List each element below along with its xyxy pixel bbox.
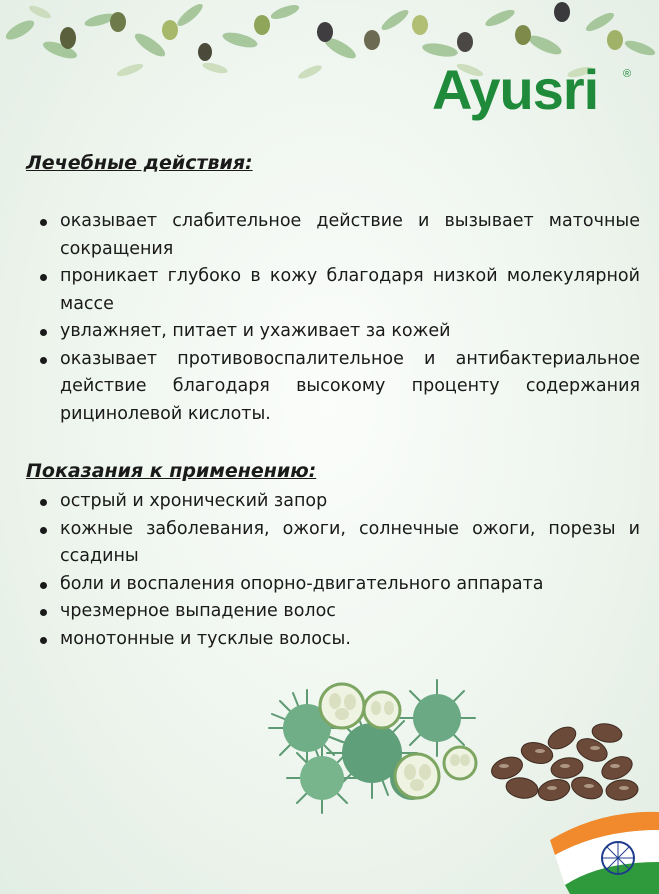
bullet-icon	[40, 609, 47, 616]
list-item: проникает глубоко в кожу благодаря низкой молекулярной массе	[36, 263, 640, 318]
list-item: кожные заболевания, ожоги, солнечные ожоги, порезы и ссадины	[36, 516, 640, 571]
indications-list	[36, 488, 640, 653]
section-title-effects: Лечебные действия:	[26, 152, 253, 174]
list-item: чрезмерное выпадение волос	[36, 598, 640, 626]
bullet-icon	[40, 274, 47, 281]
effects-list	[36, 208, 640, 428]
registered-mark: ®	[623, 68, 632, 80]
bullet-icon	[40, 329, 47, 336]
section-title-indications: Показания к применению:	[26, 460, 317, 482]
india-flag-decoration	[540, 800, 659, 894]
list-item: боли и воспаления опорно-двигательного аппарата	[36, 571, 640, 599]
castor-fruit-image	[262, 668, 659, 818]
bullet-icon	[40, 219, 47, 226]
bullet-icon	[40, 582, 47, 589]
list-item: оказывает слабительное действие и вызывает маточные сокращения	[36, 208, 640, 263]
list-item: монотонные и тусклые волосы.	[36, 626, 640, 654]
bullet-icon	[40, 499, 47, 506]
bullet-icon	[40, 357, 47, 364]
bullet-icon	[40, 527, 47, 534]
brand-logo: Ayusri	[432, 58, 599, 121]
bullet-icon	[40, 637, 47, 644]
list-item: острый и хронический запор	[36, 488, 640, 516]
list-item: оказывает противовоспалительное и антибактериальное действие благодаря высокому проценту содержания рицинолевой кислоты.	[36, 346, 640, 429]
list-item: увлажняет, питает и ухаживает за кожей	[36, 318, 640, 346]
